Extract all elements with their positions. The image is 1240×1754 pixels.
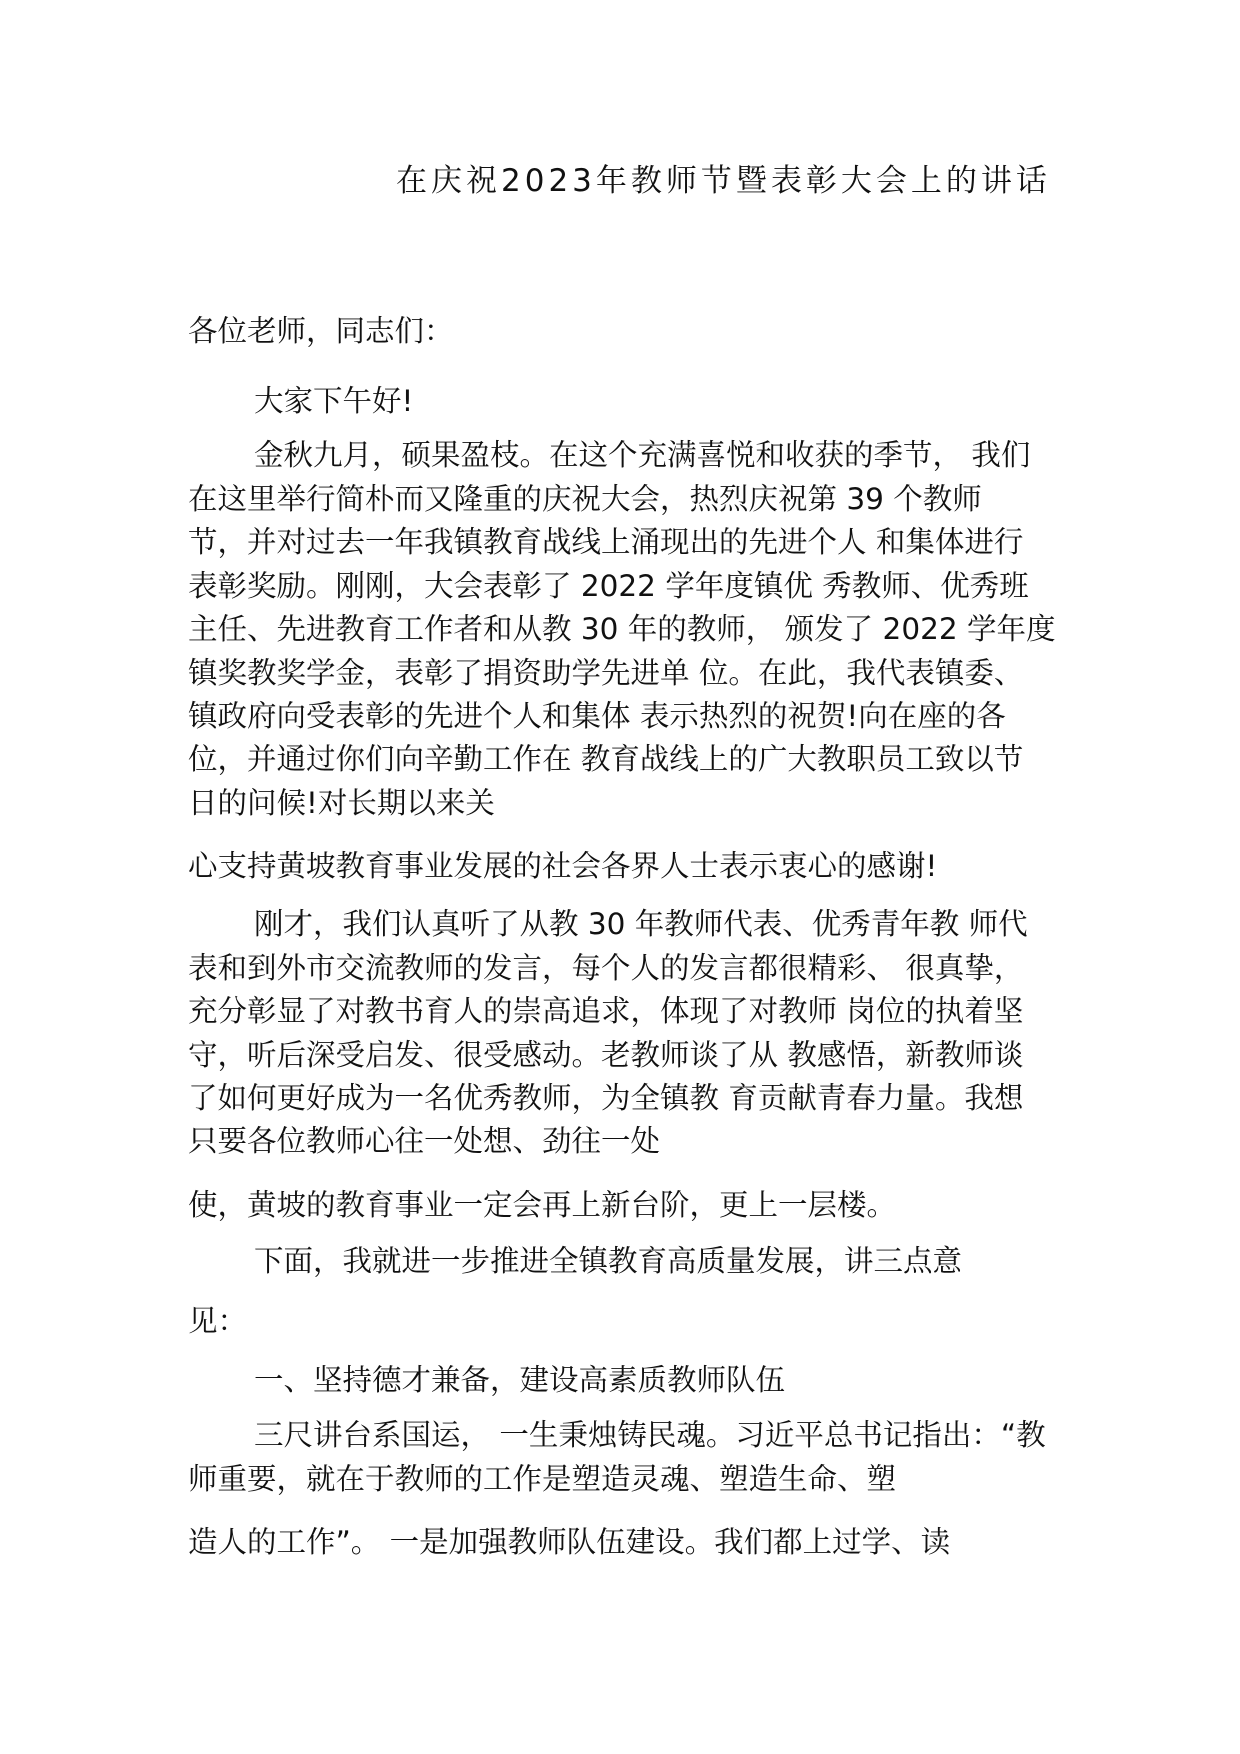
- section-heading: 一、坚持德才兼备，建设高素质教师队伍: [254, 1363, 786, 1397]
- paragraph-line: 表彰奖励。刚刚，大会表彰了 2022 学年度镇优 秀教师、优秀班: [188, 569, 1029, 603]
- paragraph-line: 节，并对过去一年我镇教育战线上涌现出的先进个人 和集体进行: [188, 525, 1024, 559]
- paragraph-line: 充分彰显了对教书育人的崇高追求，体现了对教师 岗位的执着坚: [188, 994, 1024, 1028]
- paragraph-line: 下面，我就进一步推进全镇教育高质量发展，讲三点意: [254, 1244, 963, 1278]
- paragraph-line: 使，黄坡的教育事业一定会再上新台阶，更上一层楼。: [188, 1188, 897, 1222]
- paragraph-line: 主任、先进教育工作者和从教 30 年的教师， 颁发了 2022 学年度: [188, 612, 1056, 646]
- paragraph-line: 守，听后深受启发、很受感动。老教师谈了从 教感悟，新教师谈: [188, 1038, 1024, 1072]
- paragraph-line: 镇奖教奖学金，表彰了捐资助学先进单 位。在此，我代表镇委、: [188, 656, 1024, 690]
- paragraph-line: 见：: [188, 1304, 248, 1338]
- paragraph-line: 只要各位教师心往一处想、劲往一处: [188, 1124, 661, 1158]
- paragraph-line: 刚才，我们认真听了从教 30 年教师代表、优秀青年教 师代: [254, 907, 1028, 941]
- greeting-line: 大家下午好!: [254, 384, 414, 418]
- paragraph-line: 金秋九月，硕果盈枝。在这个充满喜悦和收获的季节， 我们: [254, 438, 1031, 472]
- salutation-line: 各位老师，同志们：: [188, 314, 454, 348]
- document-title: 在庆祝2023年教师节暨表彰大会上的讲话: [396, 163, 1051, 199]
- paragraph-line: 表和到外市交流教师的发言，每个人的发言都很精彩、 很真挚，: [188, 951, 1024, 985]
- paragraph-line: 三尺讲台系国运， 一生秉烛铸民魂。习近平总书记指出：“教: [254, 1418, 1046, 1452]
- paragraph-line: 位，并通过你们向辛勤工作在 教育战线上的广大教职员工致以节: [188, 742, 1024, 776]
- paragraph-line: 师重要，就在于教师的工作是塑造灵魂、塑造生命、塑: [188, 1462, 897, 1496]
- paragraph-line: 日的问候!对长期以来关: [188, 786, 495, 820]
- paragraph-line: 造人的工作”。 一是加强教师队伍建设。我们都上过学、读: [188, 1525, 951, 1559]
- paragraph-line: 心支持黄坡教育事业发展的社会各界人士表示衷心的感谢!: [188, 849, 938, 883]
- paragraph-line: 在这里举行简朴而又隆重的庆祝大会，热烈庆祝第 39 个教师: [188, 482, 982, 516]
- paragraph-line: 镇政府向受表彰的先进个人和集体 表示热烈的祝贺!向在座的各: [188, 699, 1006, 733]
- paragraph-line: 了如何更好成为一名优秀教师，为全镇教 育贡献青春力量。我想: [188, 1081, 1024, 1115]
